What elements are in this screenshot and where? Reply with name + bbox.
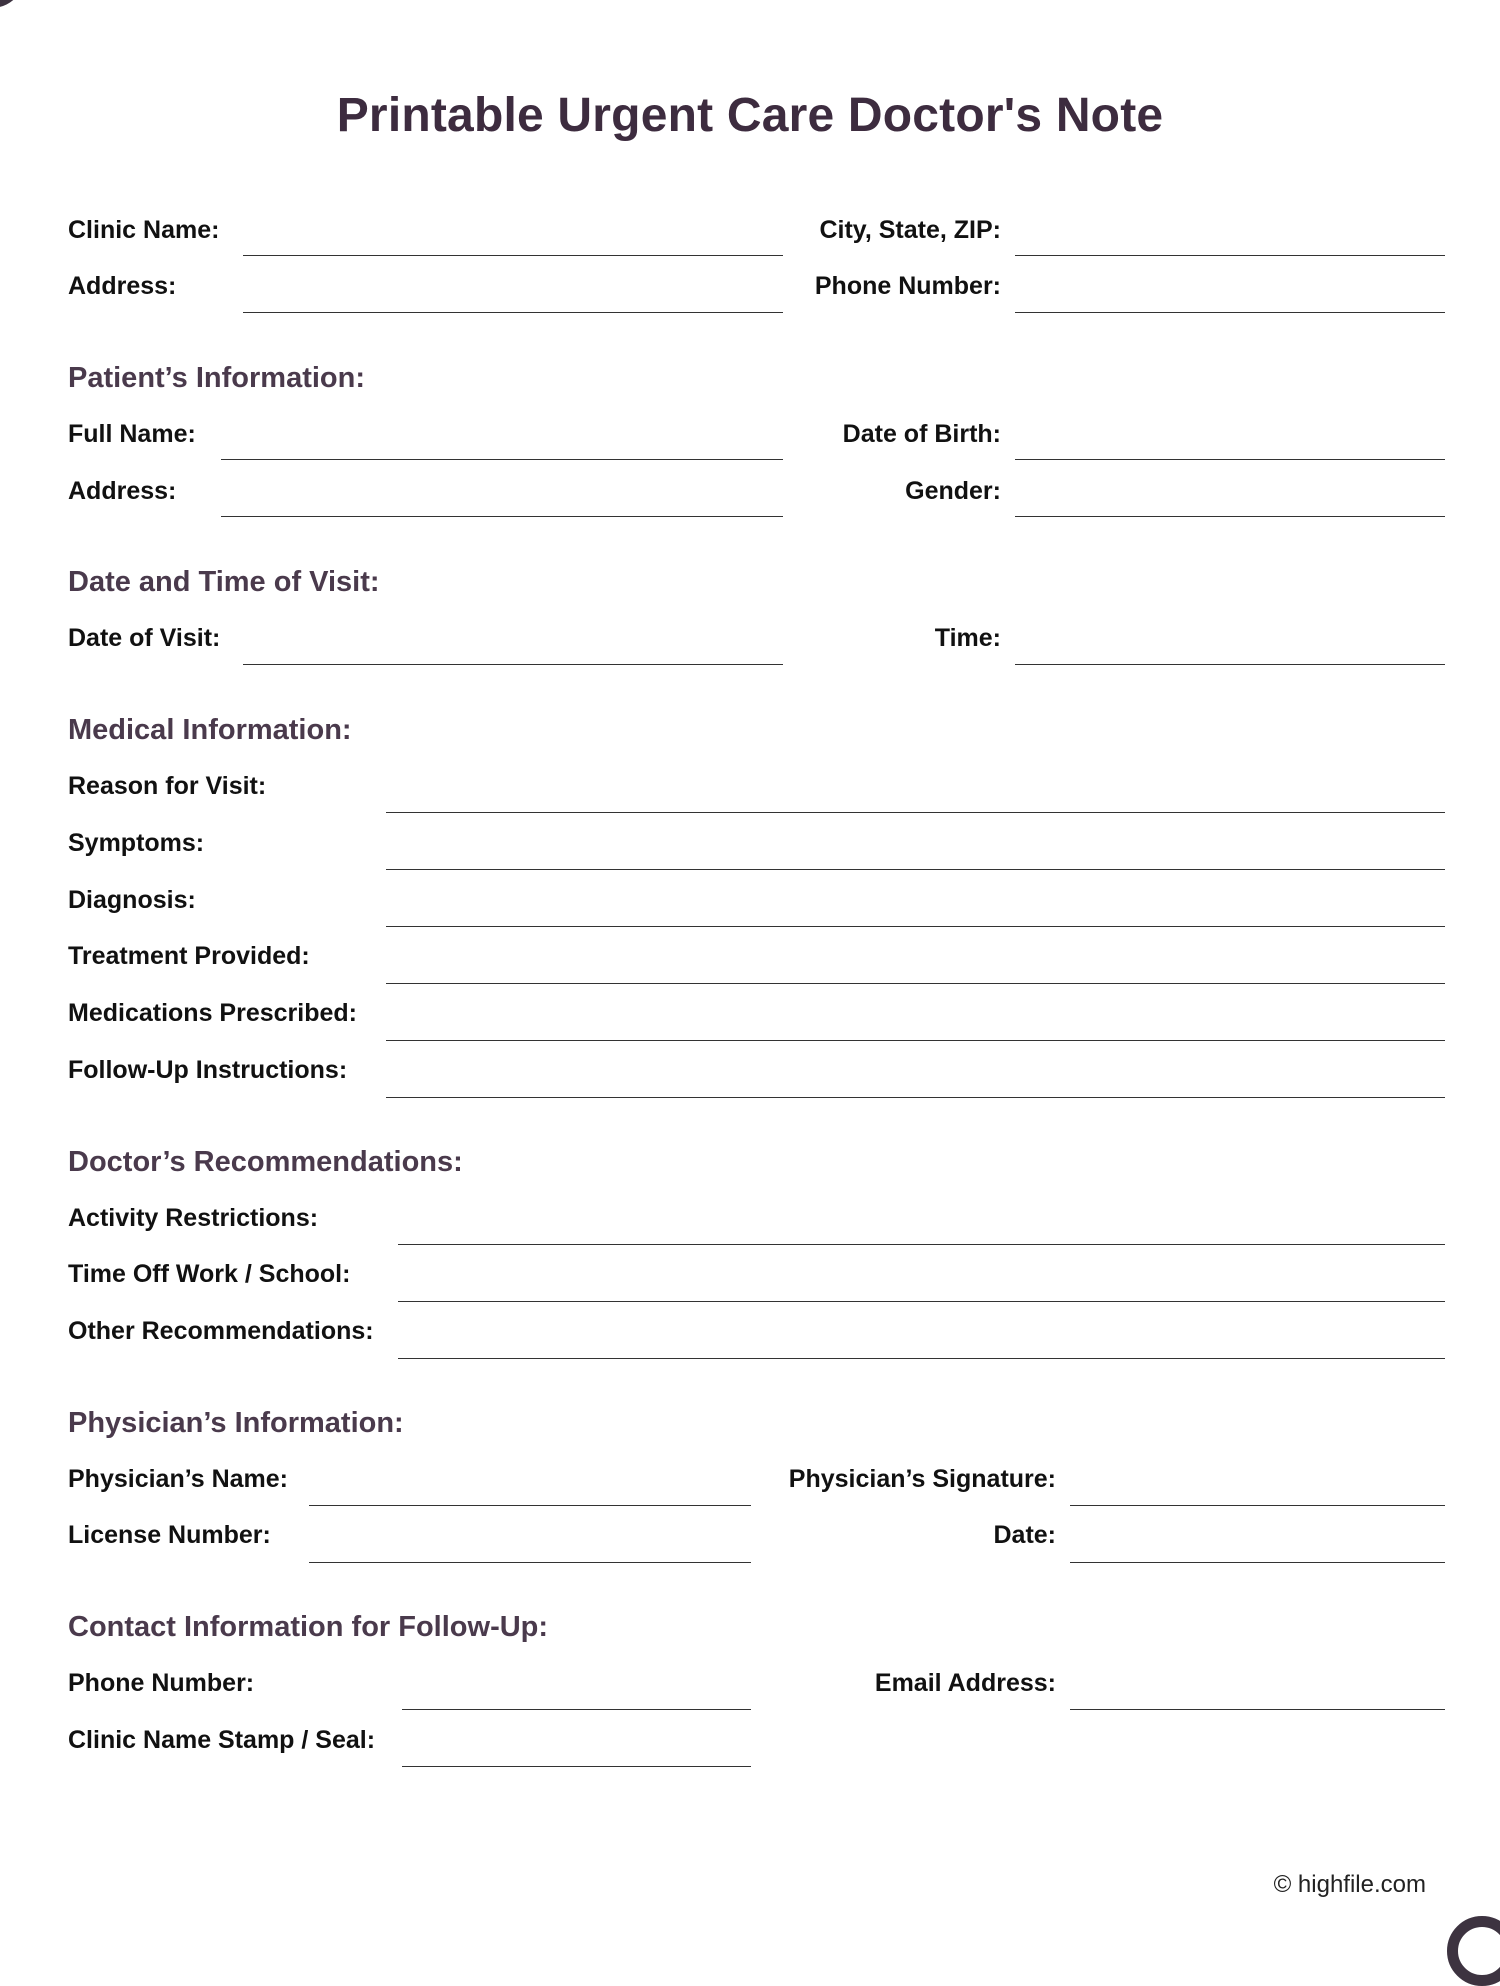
physician-date-label: Date: [993, 1521, 1056, 1549]
diagnosis-field[interactable] [386, 926, 1445, 927]
patient-gender-label: Gender: [905, 477, 1001, 505]
email-label: Email Address: [874, 1669, 1056, 1697]
patient-full-name-label: Full Name: [68, 420, 196, 448]
page-title: Printable Urgent Care Doctor's Note [336, 89, 1164, 142]
recommendations-heading: Doctor’s Recommendations: [68, 1146, 463, 1178]
physician-signature-field[interactable] [1070, 1505, 1445, 1506]
medical-info-heading: Medical Information: [68, 714, 352, 746]
visit-heading: Date and Time of Visit: [68, 566, 380, 598]
footer-copyright[interactable]: © highfile.com [1273, 1871, 1426, 1898]
medications-field[interactable] [386, 1040, 1445, 1041]
license-number-label: License Number: [68, 1521, 271, 1549]
license-number-field[interactable] [309, 1562, 751, 1563]
medications-label: Medications Prescribed: [68, 999, 357, 1027]
activity-label: Activity Restrictions: [68, 1204, 319, 1232]
reason-field[interactable] [386, 812, 1445, 813]
clinic-city-field[interactable] [1015, 255, 1445, 256]
visit-date-label: Date of Visit: [68, 624, 221, 652]
timeoff-label: Time Off Work / School: [68, 1260, 351, 1288]
timeoff-field[interactable] [398, 1301, 1445, 1302]
visit-time-field[interactable] [1015, 664, 1445, 665]
email-field[interactable] [1070, 1709, 1445, 1710]
contact-phone-label: Phone Number: [68, 1669, 255, 1697]
physician-signature-label: Physician’s Signature: [788, 1465, 1056, 1493]
treatment-field[interactable] [386, 983, 1445, 984]
physician-name-field[interactable] [309, 1505, 751, 1506]
corner-decoration-top-left [0, 0, 26, 8]
physician-name-label: Physician’s Name: [68, 1465, 289, 1493]
symptoms-label: Symptoms: [68, 829, 205, 857]
corner-decoration-bottom-right [1447, 1916, 1500, 1986]
activity-field[interactable] [398, 1244, 1445, 1245]
physician-date-field[interactable] [1070, 1562, 1445, 1563]
patient-dob-label: Date of Birth: [842, 420, 1001, 448]
reason-label: Reason for Visit: [68, 772, 267, 800]
contact-info-heading: Contact Information for Follow-Up: [68, 1611, 549, 1643]
clinic-phone-field[interactable] [1015, 312, 1445, 313]
clinic-city-label: City, State, ZIP: [819, 216, 1001, 244]
patient-gender-field[interactable] [1015, 516, 1445, 517]
other-recommendations-field[interactable] [398, 1358, 1445, 1359]
other-recommendations-label: Other Recommendations: [68, 1317, 374, 1345]
patient-dob-field[interactable] [1015, 459, 1445, 460]
patient-address-label: Address: [68, 477, 177, 505]
patient-address-field[interactable] [221, 516, 783, 517]
physician-info-heading: Physician’s Information: [68, 1407, 404, 1439]
visit-date-field[interactable] [243, 664, 783, 665]
symptoms-field[interactable] [386, 869, 1445, 870]
clinic-name-field[interactable] [243, 255, 783, 256]
clinic-name-label: Clinic Name: [68, 216, 220, 244]
clinic-stamp-field[interactable] [402, 1766, 751, 1767]
followup-label: Follow-Up Instructions: [68, 1056, 348, 1084]
contact-phone-field[interactable] [402, 1709, 751, 1710]
patient-info-heading: Patient’s Information: [68, 362, 365, 394]
treatment-label: Treatment Provided: [68, 942, 310, 970]
diagnosis-label: Diagnosis: [68, 886, 196, 914]
clinic-address-field[interactable] [243, 312, 783, 313]
followup-field[interactable] [386, 1097, 1445, 1098]
visit-time-label: Time: [934, 624, 1001, 652]
patient-full-name-field[interactable] [221, 459, 783, 460]
clinic-address-label: Address: [68, 272, 177, 300]
clinic-stamp-label: Clinic Name Stamp / Seal: [68, 1726, 376, 1754]
clinic-phone-label: Phone Number: [814, 272, 1001, 300]
